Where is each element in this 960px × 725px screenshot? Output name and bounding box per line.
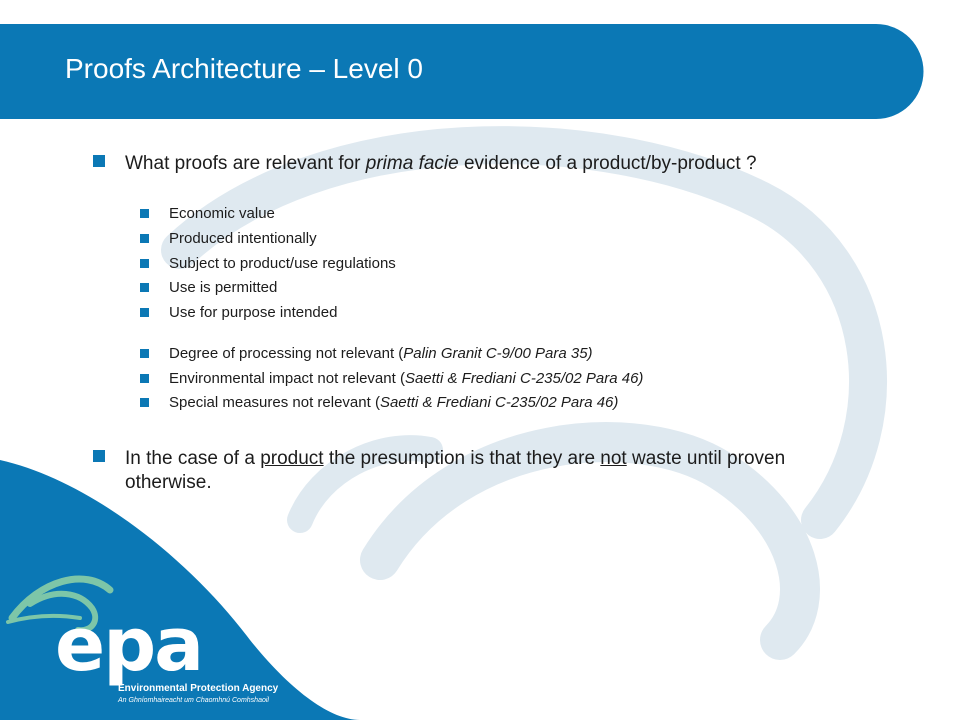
bullet-text <box>125 152 845 176</box>
bullet-text-part: waste until proven otherwise. <box>125 448 786 493</box>
sub-bullet-text <box>169 369 643 389</box>
sub-bullet-text-part: Environmental impact not relevant ( <box>169 370 405 387</box>
case-citation: Palin Granit C-9/00 Para 35) <box>403 345 593 362</box>
sub-bullet-text: Use for purpose intended <box>169 304 338 321</box>
agency-name-irish: An Ghníomhaireacht um Chaomhnú Comhshaoil <box>118 697 269 704</box>
bullet-text-part: In the case of a <box>125 448 261 469</box>
slide-title: Proofs Architecture – Level 0 <box>65 53 423 84</box>
sub-bullet-square-icon <box>140 398 149 407</box>
sub-bullet-text: Subject to product/use regulations <box>169 255 396 272</box>
sub-bullet-text: Use is permitted <box>169 279 278 296</box>
sub-bullet-text <box>169 393 618 413</box>
bullet-text-part: evidence of a product/by-product ? <box>458 153 757 174</box>
sub-bullet-text-part: Degree of processing not relevant ( <box>169 345 404 362</box>
bullet-text-part: the presumption is that they are <box>323 448 601 469</box>
sub-bullet-square-icon <box>140 374 149 383</box>
sub-bullet-text <box>169 344 593 364</box>
sub-bullet-square-icon <box>140 283 149 292</box>
bullet-text-part: What proofs are relevant for <box>125 153 366 174</box>
case-citation: Saetti & Frediani C-235/02 Para 46) <box>404 370 644 387</box>
sub-bullet-text-part: Special measures not relevant ( <box>169 394 380 411</box>
bullet-text <box>125 447 845 495</box>
sub-bullet-square-icon <box>140 259 149 268</box>
agency-name: Environmental Protection Agency <box>118 683 279 694</box>
epa-wordmark: epa <box>55 602 203 688</box>
underlined-word: not <box>600 448 627 469</box>
bullet-text-italic: prima facie <box>365 153 459 174</box>
sub-bullet-square-icon <box>140 209 149 218</box>
sub-bullet-text: Produced intentionally <box>169 230 317 247</box>
sub-bullet-square-icon <box>140 349 149 358</box>
sub-bullet-square-icon <box>140 308 149 317</box>
bullet-square-icon <box>93 450 105 462</box>
case-citation: Saetti & Frediani C-235/02 Para 46) <box>379 394 619 411</box>
sub-bullet-text: Economic value <box>169 205 275 222</box>
epa-logo <box>0 560 330 720</box>
sub-bullet-square-icon <box>140 234 149 243</box>
underlined-word: product <box>260 448 324 469</box>
bullet-square-icon <box>93 155 105 167</box>
